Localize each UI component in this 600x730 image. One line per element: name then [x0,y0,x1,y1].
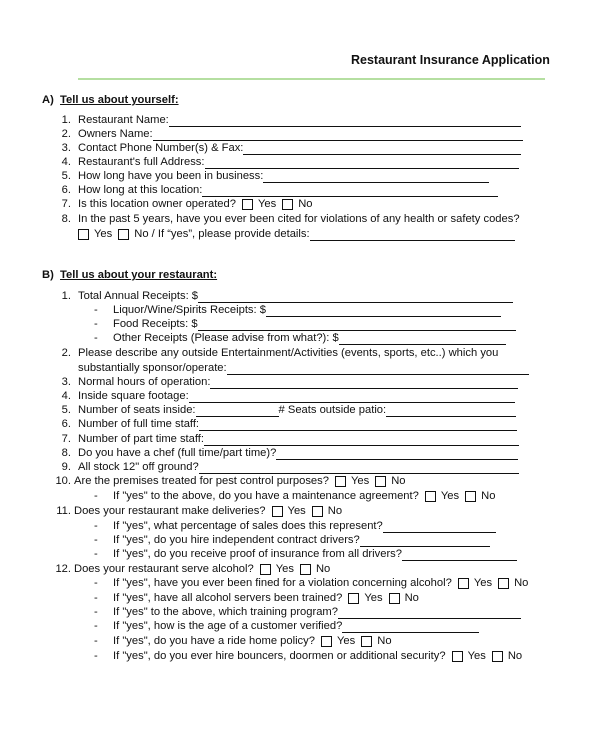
part-time-staff-row: Number of part time staff: [78,432,519,446]
entertainment-field[interactable] [227,363,529,375]
serve-alcohol-row: Does your restaurant serve alcohol? Yes No [74,563,331,575]
alcohol-violation-yes-checkbox[interactable] [458,578,469,589]
entertainment-question: Please describe any outside Entertainment/Activities (events, sports, etc..) which you [78,347,499,359]
entertainment-answer-row: substantially sponsor/operate: [78,361,529,375]
owner-operated-row: Is this location owner operated? Yes No [78,198,313,210]
owners-name-row: Owners Name: [78,127,523,141]
other-receipts-field[interactable] [339,333,506,345]
part-time-staff-field[interactable] [204,434,519,446]
ride-home-row: If "yes", do you have a ride home policy? Yes No [113,635,392,647]
pest-control-no-checkbox[interactable] [375,476,386,487]
other-receipts-row: Other Receipts (Please advise from what?): $ [113,331,506,345]
deliveries-yes-checkbox[interactable] [272,506,283,517]
full-address-field[interactable] [205,157,519,169]
section-a-heading: A) Tell us about yourself: [42,94,179,106]
restaurant-name-row: Restaurant Name: [78,113,521,127]
title-divider [78,78,545,80]
drivers-insurance-row: If "yes", do you receive proof of insurance from all drivers? [113,547,517,561]
owner-operated-no-checkbox[interactable] [282,199,293,210]
maintenance-no-checkbox[interactable] [465,491,476,502]
age-verification-field[interactable] [342,621,479,633]
alcohol-violation-no-checkbox[interactable] [498,578,509,589]
owners-name-field[interactable] [153,129,523,141]
stock-off-ground-field[interactable] [199,462,519,474]
contract-drivers-row: If "yes", do you hire independent contract drivers? [113,533,490,547]
maintenance-yes-checkbox[interactable] [425,491,436,502]
security-no-checkbox[interactable] [492,651,503,662]
document-title: Restaurant Insurance Application [351,53,550,67]
violations-answer-row: Yes No / If “yes”, please provide details: [78,227,515,241]
violations-question: In the past 5 years, have you ever been cited for violations of any health or safety codes? [78,213,520,225]
servers-trained-no-checkbox[interactable] [389,593,400,604]
stock-off-ground-row: All stock 12" off ground? [78,460,519,474]
square-footage-field[interactable] [189,391,515,403]
time-at-location-row: How long at this location: [78,183,498,197]
time-in-business-row: How long have you been in business: [78,169,489,183]
full-address-row: Restaurant's full Address: [78,155,519,169]
violations-yes-checkbox[interactable] [78,229,89,240]
deliveries-row: Does your restaurant make deliveries? Yes No [74,505,343,517]
serve-alcohol-no-checkbox[interactable] [300,564,311,575]
food-receipts-field[interactable] [198,319,516,331]
delivery-percentage-field[interactable] [383,521,496,533]
maintenance-agreement-row: If "yes" to the above, do you have a maintenance agreement? Yes No [113,490,496,502]
contract-drivers-field[interactable] [360,535,490,547]
training-program-row: If "yes" to the above, which training program? [113,605,521,619]
drivers-insurance-field[interactable] [402,549,517,561]
pest-control-yes-checkbox[interactable] [335,476,346,487]
delivery-percentage-row: If "yes", what percentage of sales does this represent? [113,519,496,533]
contact-phone-field[interactable] [243,143,521,155]
full-time-staff-row: Number of full time staff: [78,417,517,431]
hours-of-operation-row: Normal hours of operation: [78,375,518,389]
alcohol-violation-row: If "yes", have you ever been fined for a violation concerning alcohol? Yes No [113,577,529,589]
food-receipts-row: Food Receipts: $ [113,317,516,331]
ride-home-no-checkbox[interactable] [361,636,372,647]
training-program-field[interactable] [338,607,521,619]
servers-trained-row: If "yes", have all alcohol servers been trained? Yes No [113,592,419,604]
seats-outside-field[interactable] [386,405,516,417]
ride-home-yes-checkbox[interactable] [321,636,332,647]
liquor-receipts-field[interactable] [266,305,501,317]
owner-operated-yes-checkbox[interactable] [242,199,253,210]
violations-no-checkbox[interactable] [118,229,129,240]
deliveries-no-checkbox[interactable] [312,506,323,517]
square-footage-row: Inside square footage: [78,389,515,403]
security-row: If "yes", do you ever hire bouncers, doormen or additional security? Yes No [113,650,523,662]
chef-field[interactable] [276,448,518,460]
hours-of-operation-field[interactable] [210,377,518,389]
liquor-receipts-row: Liquor/Wine/Spirits Receipts: $ [113,303,501,317]
full-time-staff-field[interactable] [199,419,517,431]
chef-row: Do you have a chef (full time/part time)? [78,446,518,460]
age-verification-row: If "yes", how is the age of a customer verified? [113,619,479,633]
serve-alcohol-yes-checkbox[interactable] [260,564,271,575]
total-receipts-field[interactable] [198,291,513,303]
time-in-business-field[interactable] [263,171,489,183]
restaurant-name-field[interactable] [169,115,521,127]
violations-details-field[interactable] [310,229,515,241]
section-b-heading: B) Tell us about your restaurant: [42,269,218,281]
time-at-location-field[interactable] [202,185,498,197]
servers-trained-yes-checkbox[interactable] [348,593,359,604]
security-yes-checkbox[interactable] [452,651,463,662]
seats-inside-field[interactable] [196,405,279,417]
pest-control-row: Are the premises treated for pest control purposes? Yes No [74,475,406,487]
seats-row: Number of seats inside: # Seats outside patio: [78,403,516,417]
total-receipts-row: Total Annual Receipts: $ [78,289,513,303]
contact-phone-row: Contact Phone Number(s) & Fax: [78,141,521,155]
